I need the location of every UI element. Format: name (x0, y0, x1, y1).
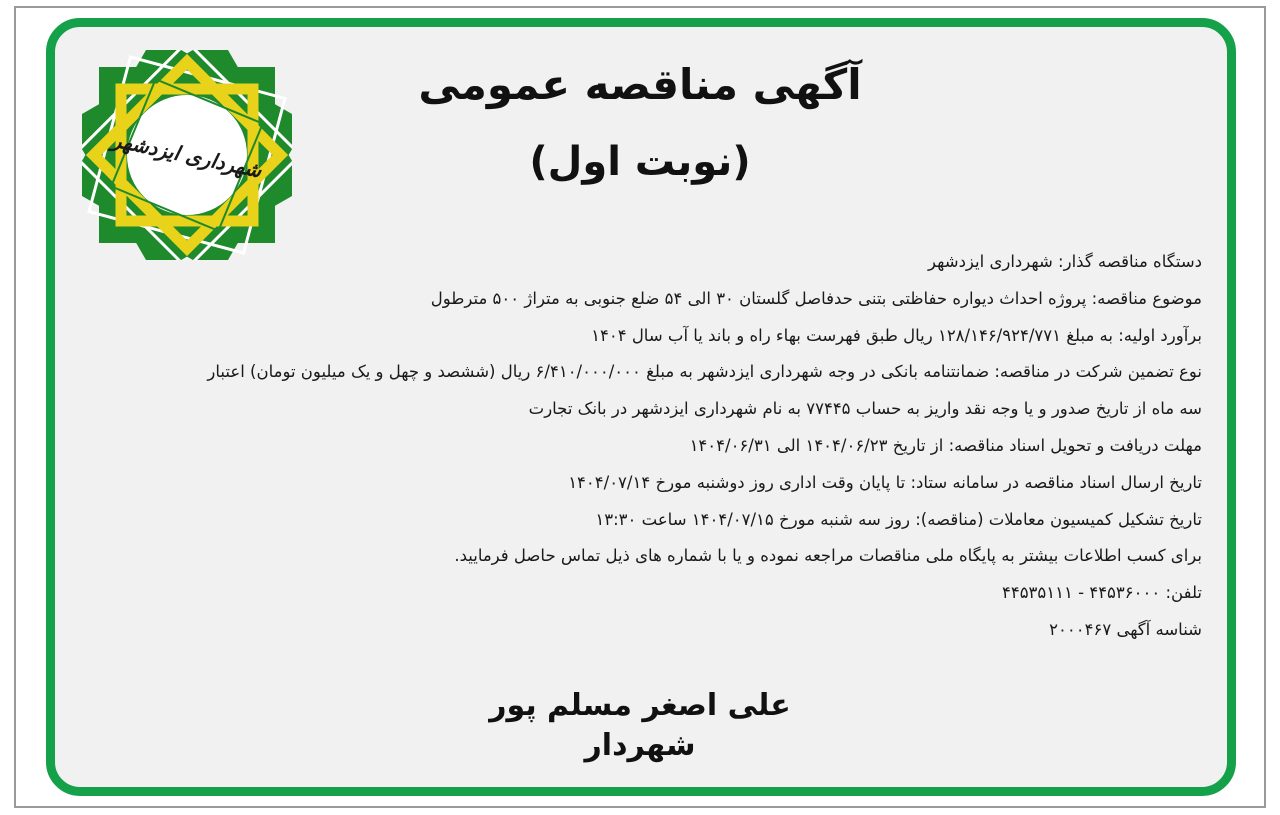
body-line-submission-date: تاریخ ارسال اسناد مناقصه در سامانه ستاد: تا پایان وقت اداری روز دوشنبه مورخ ۱۴۰۴/۰۷/۱۴ (568, 472, 1202, 492)
signer-title: شهردار (584, 728, 696, 763)
body-line-info: برای کسب اطلاعات بیشتر به پایگاه ملی مناقصات مراجعه نموده و یا با شماره ‌های ذیل تماس حاصل فرمایید. (454, 546, 1202, 566)
municipality-logo (82, 50, 292, 260)
notice-title: آگهی مناقصه عمومی (418, 60, 862, 109)
body-line-guarantee-cont: سه ماه از تاریخ صدور و یا وجه نقد واریز به حساب ۷۷۴۴۵ به نام شهرداری ایزدشهر در بانک تجارت (528, 399, 1202, 419)
signer-name: علی اصغر مسلم پور (489, 688, 791, 723)
body-line-notice-id: شناسه آگهی ۲۰۰۰۴۶۷ (1049, 619, 1202, 639)
body-line-deadline: مهلت دریافت و تحویل اسناد مناقصه: از تاریخ ۱۴۰۴/۰۶/۲۳ الی ۱۴۰۴/۰۶/۳۱ (689, 435, 1202, 455)
notice-subtitle: (نوبت اول) (529, 139, 751, 185)
body-line-estimate: برآورد اولیه: به مبلغ ۱۲۸/۱۴۶/۹۲۴/۷۷۱ ریال طبق فهرست بهاء راه و باند یا آب سال ۱۴۰۴ (591, 325, 1202, 345)
body-line-guarantee: نوع تضمین شرکت در مناقصه: ضمانتنامه بانکی در وجه شهرداری ایزدشهر به مبلغ ۶/۴۱۰/۰۰۰/۰۰۰ ریال (ششصد و چهل و یک میلیون تومان) اعتبار (207, 362, 1202, 382)
logo-text: شهرداری ایزدشهر (110, 127, 264, 183)
body-line-organizer: دستگاه مناقصه گذار: شهرداری ایزدشهر (928, 252, 1202, 271)
body-line-commission-date: تاریخ تشکیل کمیسیون معاملات (مناقصه): روز سه شنبه مورخ ۱۴۰۴/۰۷/۱۵ ساعت ۱۳:۳۰ (595, 509, 1202, 529)
body-line-subject: موضوع مناقصه: پروژه احداث دیواره حفاظتی بتنی حدفاصل گلستان ۳۰ الی ۵۴ ضلع جنوبی به متراژ ۵۰۰ مترطول (430, 288, 1202, 308)
notice-body (72, 244, 1202, 649)
body-line-phone: تلفن: ۴۴۵۳۶۰۰۰ - ۴۴۵۳۵۱۱۱ (1001, 583, 1202, 603)
